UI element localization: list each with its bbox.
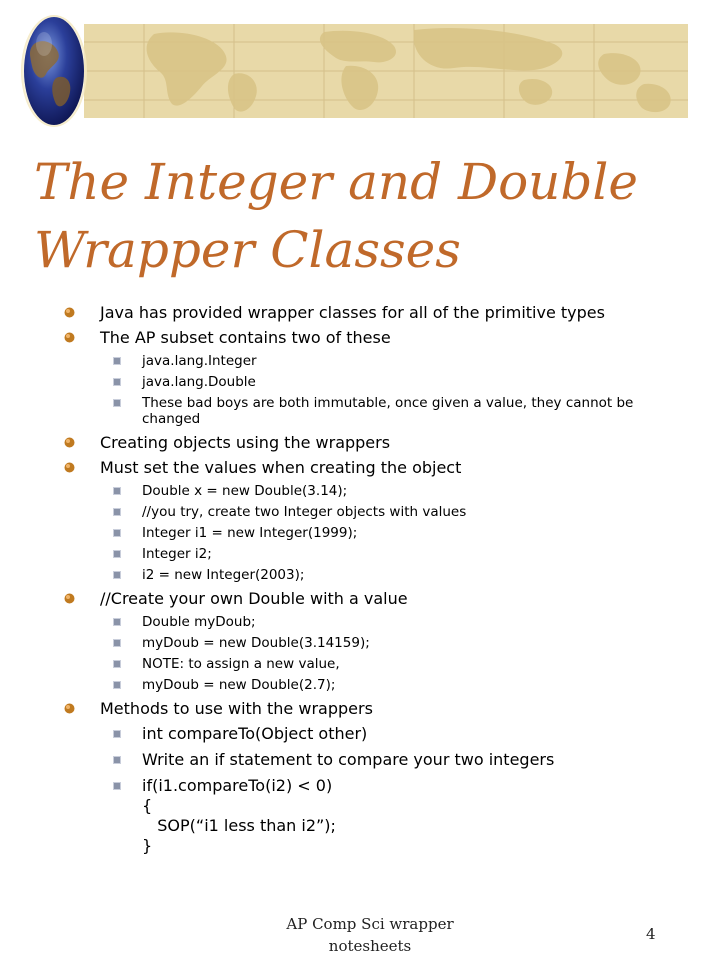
list-item-text: //Create your own Double with a value xyxy=(100,589,408,608)
code-line: SOP(“i1 less than i2”); xyxy=(142,816,336,835)
sub-list-item xyxy=(62,567,682,583)
square-bullet-icon xyxy=(113,782,121,790)
footer-line: AP Comp Sci wrapper xyxy=(286,915,454,933)
list-item xyxy=(62,433,682,453)
list-item xyxy=(62,328,682,348)
sub-list-item xyxy=(62,525,682,541)
sub-list xyxy=(62,724,682,856)
square-bullet-icon xyxy=(113,618,121,626)
orange-circle-bullet-icon xyxy=(64,593,75,604)
list-item xyxy=(62,699,682,719)
list-item xyxy=(62,303,682,323)
square-bullet-icon xyxy=(113,660,121,668)
list-item-text: Creating objects using the wrappers xyxy=(100,433,391,452)
world-map-banner xyxy=(84,24,688,118)
square-bullet-icon xyxy=(113,487,121,495)
sub-list-item-text: Double myDoub; xyxy=(142,614,256,630)
footer-text xyxy=(270,913,470,957)
code-line: { xyxy=(142,796,153,815)
square-bullet-icon xyxy=(113,730,121,738)
sub-list-item xyxy=(62,546,682,562)
orange-circle-bullet-icon xyxy=(64,437,75,448)
square-bullet-icon xyxy=(113,357,121,365)
sub-list xyxy=(62,614,682,693)
sub-list-item xyxy=(62,724,682,744)
list-item xyxy=(62,589,682,609)
square-bullet-icon xyxy=(113,399,121,407)
sub-list-item-text: These bad boys are both immutable, once given a value, they cannot be changed xyxy=(142,395,634,427)
globe-icon xyxy=(20,14,88,128)
list-item-text: Methods to use with the wrappers xyxy=(100,699,373,718)
sub-list-item xyxy=(62,635,682,651)
list-item-text: The AP subset contains two of these xyxy=(100,328,391,347)
sub-list-item-text: Integer i1 = new Integer(1999); xyxy=(142,525,358,541)
code-snippet xyxy=(62,776,682,856)
sub-list-item xyxy=(62,353,682,369)
sub-list-item-text: i2 = new Integer(2003); xyxy=(142,567,305,583)
sub-list-item-text: //you try, create two Integer objects with values xyxy=(142,504,467,520)
header-banner xyxy=(84,24,688,118)
square-bullet-icon xyxy=(113,550,121,558)
sub-list-item xyxy=(62,504,682,520)
page-number: 4 xyxy=(646,925,656,943)
orange-circle-bullet-icon xyxy=(64,703,75,714)
sub-list-item-text: Double x = new Double(3.14); xyxy=(142,483,348,499)
sub-list-item xyxy=(62,483,682,499)
sub-list-item xyxy=(62,614,682,630)
sub-list-item xyxy=(62,677,682,693)
square-bullet-icon xyxy=(113,756,121,764)
sub-list-item-text: java.lang.Double xyxy=(142,374,256,390)
slide-title: The Integer and Double Wrapper Classes xyxy=(34,153,638,279)
footer-line: notesheets xyxy=(328,937,412,955)
square-bullet-icon xyxy=(113,639,121,647)
sub-list-item xyxy=(62,395,682,427)
orange-circle-bullet-icon xyxy=(64,307,75,318)
square-bullet-icon xyxy=(113,378,121,386)
sub-list-item-text: Write an if statement to compare your two integers xyxy=(142,750,555,769)
sub-list-item xyxy=(62,656,682,672)
orange-circle-bullet-icon xyxy=(64,462,75,473)
square-bullet-icon xyxy=(113,571,121,579)
sub-list xyxy=(62,353,682,427)
list-item-text: Must set the values when creating the object xyxy=(100,458,462,477)
square-bullet-icon xyxy=(113,681,121,689)
sub-list-item-text: java.lang.Integer xyxy=(142,353,257,369)
sub-list-item-text: NOTE: to assign a new value, xyxy=(142,656,340,672)
square-bullet-icon xyxy=(113,529,121,537)
sub-list-item-text: myDoub = new Double(3.14159); xyxy=(142,635,370,651)
orange-circle-bullet-icon xyxy=(64,332,75,343)
sub-list-item-text: Integer i2; xyxy=(142,546,212,562)
list-item-text: Java has provided wrapper classes for all of the primitive types xyxy=(100,303,605,322)
sub-list-item xyxy=(62,750,682,770)
square-bullet-icon xyxy=(113,508,121,516)
sub-list-item xyxy=(62,374,682,390)
list-item xyxy=(62,458,682,478)
sub-list xyxy=(62,483,682,583)
bullet-list xyxy=(62,303,682,862)
sub-list-item-text: myDoub = new Double(2.7); xyxy=(142,677,336,693)
sub-list-item-text: int compareTo(Object other) xyxy=(142,724,368,743)
code-line: if(i1.compareTo(i2) < 0) xyxy=(142,776,333,795)
code-line: } xyxy=(142,836,153,855)
